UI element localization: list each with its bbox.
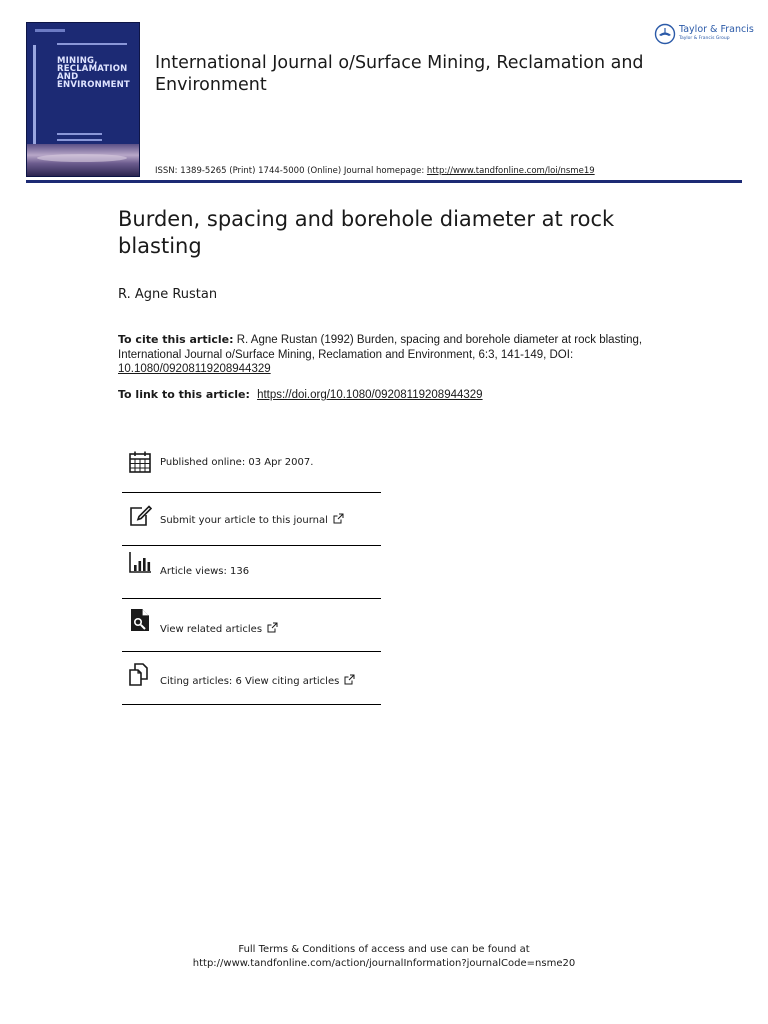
publisher-logo[interactable]: [654, 22, 754, 46]
cover-title: MINING, RECLAMATION AND ENVIRONMENT: [57, 56, 130, 90]
info-row-views: [122, 546, 381, 599]
article-title: Burden, spacing and borehole diameter at rock blasting: [118, 207, 615, 258]
info-row-citing[interactable]: [122, 652, 381, 705]
cite-text: R. Agne Rustan (1992) Burden, spacing and borehole diameter at rock blasting, International Journal o/Surface Mining, Reclamation and Environment, 6:3, 141-149, DOI:: [118, 334, 643, 361]
external-link-icon: [267, 622, 278, 633]
citing-articles-label: Citing articles: 6 View citing articles: [160, 676, 340, 687]
issn-line: [155, 166, 595, 176]
footer-terms-link[interactable]: http://www.tandfonline.com/action/journalInformation?journalCode=nsme20: [192, 958, 576, 969]
publisher-logo-icon: [654, 23, 676, 45]
cover-minor-line: [57, 43, 127, 45]
issn-text: ISSN: 1389-5265 (Print) 1744-5000 (Online) Journal homepage:: [155, 166, 425, 176]
cite-doi-link[interactable]: 10.1080/09208119208944329: [118, 363, 271, 375]
citing-articles-icon: [128, 662, 152, 686]
submit-article-label: Submit your article to this journal: [160, 515, 328, 526]
cover-photo: [27, 144, 140, 176]
link-label: To link to this article:: [118, 388, 250, 401]
article-doi-link[interactable]: https://doi.org/10.1080/09208119208944329: [257, 389, 483, 401]
submit-article-link[interactable]: [160, 513, 344, 526]
bar-chart-icon: [128, 550, 152, 574]
article-author: R. Agne Rustan: [118, 287, 218, 302]
calendar-icon: [128, 450, 152, 474]
cover-top-band: [35, 29, 65, 32]
related-articles-label: View related articles: [160, 624, 263, 635]
citing-articles-link[interactable]: [160, 674, 355, 687]
search-document-icon: [128, 608, 152, 632]
header-divider: [26, 180, 742, 183]
external-link-icon: [344, 674, 355, 685]
external-link-icon: [333, 513, 344, 524]
footer-terms-text: Full Terms & Conditions of access and use can be found at: [238, 944, 530, 955]
citation-block: [118, 333, 658, 377]
edit-icon: [128, 504, 152, 528]
terms-footer: [0, 943, 768, 971]
article-info-list: [122, 440, 381, 705]
cite-label: To cite this article:: [118, 333, 234, 346]
info-row-published: [122, 440, 381, 493]
info-row-submit[interactable]: [122, 493, 381, 546]
article-views: Article views: 136: [160, 566, 250, 577]
publisher-subname: Taylor & Francis Group: [679, 36, 730, 41]
published-date: Published online: 03 Apr 2007.: [160, 457, 314, 468]
publisher-name: Taylor & Francis: [679, 24, 754, 35]
journal-homepage-link[interactable]: http://www.tandfonline.com/loi/nsme19: [426, 166, 595, 176]
article-link-line: [118, 388, 483, 401]
related-articles-link[interactable]: [160, 622, 278, 635]
info-row-related[interactable]: [122, 599, 381, 652]
journal-title: International Journal o/Surface Mining, Reclamation and Environment: [155, 53, 644, 95]
journal-cover-image: [26, 22, 140, 177]
